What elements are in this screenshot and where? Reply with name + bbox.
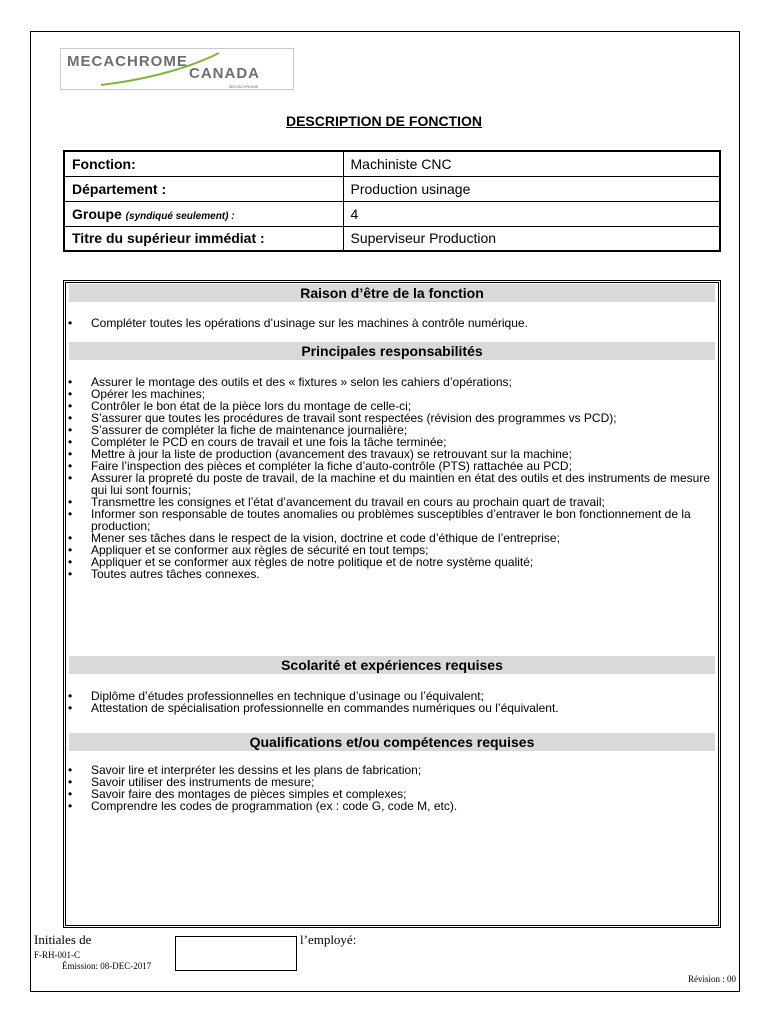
list-item: • Compléter toutes les opérations d’usinage sur les machines à contrôle numérique.: [66, 317, 715, 329]
list-item: • Attestation de spécialisation professionnelle en commandes numériques ou l’équivalent.: [66, 702, 715, 714]
info-row: [64, 201, 720, 226]
info-value: 4: [343, 201, 720, 226]
list-item: • Toutes autres tâches connexes.: [66, 568, 715, 580]
responsabilites-list: [66, 376, 715, 580]
info-table: [63, 150, 721, 252]
list-item: • Transmettre les consignes et l’état d’avancement du travail en cours au prochain quart de travail;: [66, 496, 715, 508]
logo-line2: CANADA: [189, 65, 260, 82]
list-item: • Appliquer et se conformer aux règles de notre politique et de notre système qualité;: [66, 556, 715, 568]
list-item: • S’assurer que toutes les procédures de travail sont respectées (révision des programmes vs PCD);: [66, 412, 715, 424]
list-item: • Contrôler le bon état de la pièce lors du montage de celle-ci;: [66, 400, 715, 412]
info-label: Groupe: [72, 205, 122, 222]
logo-tagline: MECACHROME: [229, 84, 259, 89]
employe-label: l’employé:: [300, 932, 357, 947]
list-item: • Mettre à jour la liste de production (avancement des travaux) se retrouvant sur la machine;: [66, 448, 715, 460]
list-item: • Assurer la propreté du poste de travail, de la machine et du maintien en état des outils et des instruments de mesure qui lui sont fournis;: [66, 472, 715, 496]
revision-label: Révision : 00: [687, 974, 736, 984]
emission-date: Émission: 08-DEC-2017: [62, 961, 152, 971]
list-item: • Mener ses tâches dans le respect de la vision, doctrine et code d’éthique de l’entreprise;: [66, 532, 715, 544]
list-item: • Savoir faire des montages de pièces simples et complexes;: [66, 788, 715, 800]
scolarite-list: [66, 690, 715, 714]
initiales-input-box[interactable]: [175, 936, 297, 971]
logo-line1: MECACHROME: [67, 53, 188, 70]
section-heading-scolarite: Scolarité et expériences requises: [69, 656, 715, 674]
list-item: • S’assurer de compléter la fiche de maintenance journalière;: [66, 424, 715, 436]
list-item: • Faire l’inspection des pièces et compléter la fiche d’auto-contrôle (PTS) rattachée au PCD;: [66, 460, 715, 472]
info-row: [64, 176, 720, 201]
list-item: • Comprendre les codes de programmation (ex : code G, code M, etc).: [66, 800, 715, 812]
section-heading-responsabilites: Principales responsabilités: [69, 342, 715, 360]
info-value: Superviseur Production: [343, 226, 720, 251]
list-item: • Compléter le PCD en cours de travail et une fois la tâche terminée;: [66, 436, 715, 448]
info-value: Production usinage: [343, 176, 720, 201]
company-logo: [60, 48, 294, 90]
section-heading-qualifications: Qualifications et/ou compétences requises: [69, 733, 715, 751]
description-box: [63, 280, 721, 928]
list-item: • Savoir utiliser des instruments de mesure;: [66, 776, 715, 788]
list-item: • Informer son responsable de toutes anomalies ou problèmes susceptibles d’entraver le bon fonctionnement de la production;: [66, 508, 715, 532]
form-code: F-RH-001-C: [34, 950, 81, 960]
list-item: • Opérer les machines;: [66, 388, 715, 400]
section-heading-raison: Raison d’être de la fonction: [69, 284, 715, 302]
info-label: Titre du supérieur immédiat :: [64, 226, 343, 251]
raison-list: [66, 317, 715, 329]
list-item: • Diplôme d’études professionnelles en technique d’usinage ou l’équivalent;: [66, 690, 715, 702]
info-label-cell: [64, 201, 343, 226]
list-item: • Savoir lire et interpréter les dessins et les plans de fabrication;: [66, 764, 715, 776]
info-row: [64, 151, 720, 176]
list-item: • Assurer le montage des outils et des « fixtures » selon les cahiers d’opérations;: [66, 376, 715, 388]
info-label: Département :: [64, 176, 343, 201]
document-title: DESCRIPTION DE FONCTION: [285, 113, 482, 129]
initiales-label: Initiales de: [34, 932, 92, 947]
list-item: • Appliquer et se conformer aux règles de sécurité en tout temps;: [66, 544, 715, 556]
info-label-note: (syndiqué seulement) :: [125, 210, 235, 222]
info-value: Machiniste CNC: [343, 151, 720, 176]
logo-graphic: [61, 49, 295, 91]
qualifications-list: [66, 764, 715, 812]
info-label: Fonction:: [64, 151, 343, 176]
info-row: [64, 226, 720, 251]
